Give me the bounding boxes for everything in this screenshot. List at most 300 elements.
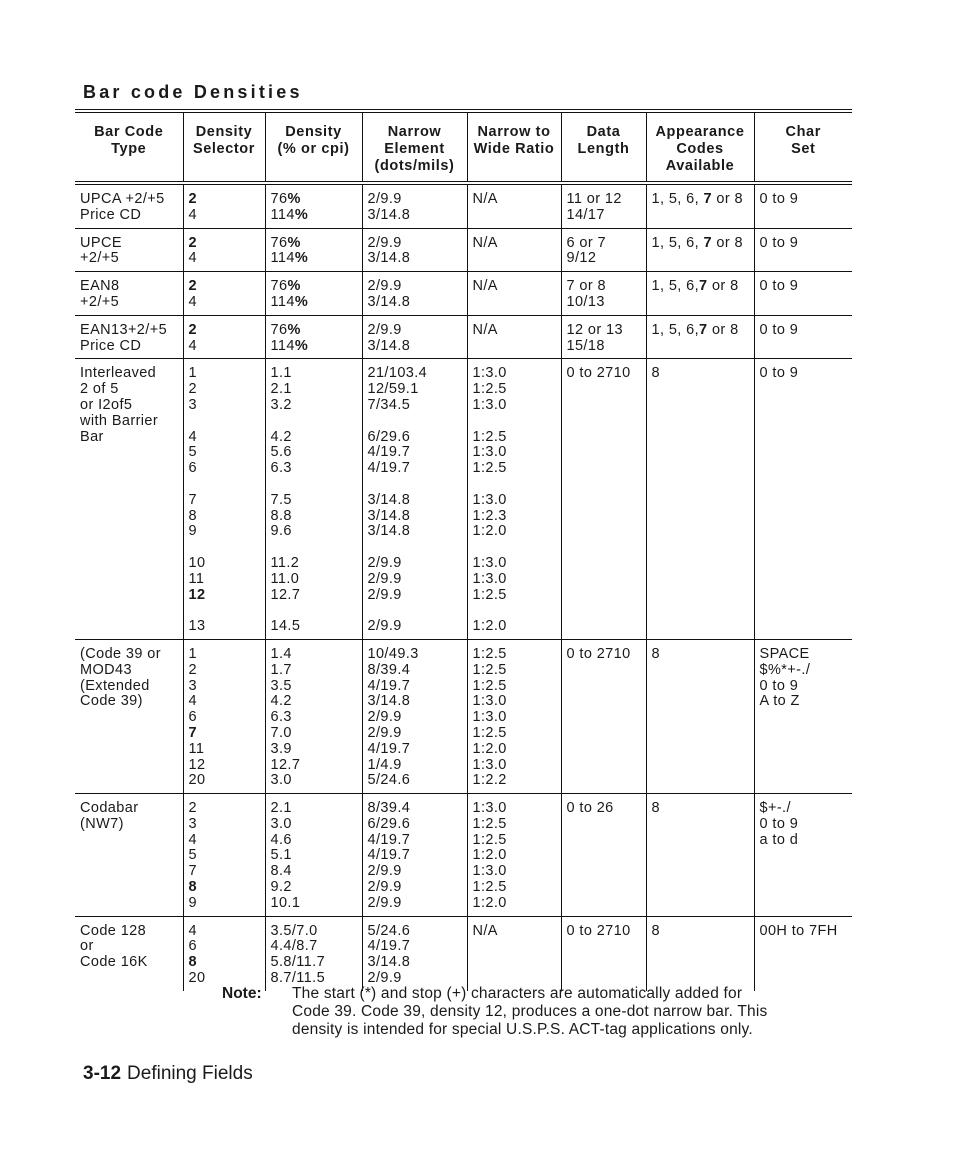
density-selector-value: 13 — [188, 618, 206, 635]
density-value — [271, 663, 358, 679]
appearance-codes-bold: 7 — [703, 191, 712, 207]
density-selector-value: 8 — [188, 879, 197, 896]
wide-ratio: 1:2.5 — [472, 381, 507, 398]
appearance-codes-post: or 8 — [711, 234, 743, 251]
data-length-cell — [561, 359, 646, 640]
density-value-cell — [265, 315, 362, 359]
note-text — [292, 985, 852, 1039]
density-value — [271, 758, 358, 774]
density-selector-value: 2 — [188, 234, 197, 251]
density-value — [271, 477, 358, 493]
column-header-line: Char — [785, 124, 821, 140]
density-selector — [189, 588, 261, 604]
density-selector — [189, 295, 261, 311]
wide-ratio: 1:3.0 — [472, 709, 507, 726]
wide-ratio: 1:2.5 — [472, 724, 507, 741]
barcode-type: UPCE — [80, 234, 122, 251]
narrow-element-cell — [362, 272, 467, 316]
barcode-type: (Extended — [80, 677, 150, 694]
density-selector-value: 4 — [188, 693, 197, 710]
table-body — [75, 183, 852, 991]
appearance-codes — [652, 801, 750, 817]
density-selector-cell — [183, 315, 265, 359]
appearance-codes-pre: 1, 5, 6, — [651, 234, 704, 251]
narrow-element-cell — [362, 315, 467, 359]
wide-ratio: 1:2.0 — [472, 847, 507, 864]
density-selector-value: 4 — [188, 428, 197, 445]
narrow-element: 2/9.9 — [367, 709, 402, 726]
wide-ratio-cell — [467, 315, 561, 359]
appearance-codes-pre: 1, 5, 6, — [651, 278, 700, 295]
char-set-cell — [754, 315, 852, 359]
appearance-codes-pre: 1, 5, 6, — [651, 191, 704, 207]
appearance-codes-cell — [646, 916, 754, 991]
density-selector — [189, 758, 261, 774]
data-length: 11 or 12 — [566, 191, 622, 207]
barcode-type: (Code 39 or — [80, 645, 161, 662]
barcode-type: or I2of5 — [80, 396, 133, 413]
density-selector-value: 20 — [188, 970, 206, 987]
narrow-element: 2/9.9 — [367, 570, 402, 587]
density-value-value: 6.3 — [270, 460, 292, 477]
density-value — [271, 430, 358, 446]
density-selector — [189, 445, 261, 461]
density-value-value: 1.1 — [270, 365, 292, 382]
wide-ratio: 1:2.5 — [472, 677, 507, 694]
density-selector — [189, 323, 261, 339]
narrow-element: 3/14.8 — [367, 523, 411, 540]
density-selector-value: 2 — [188, 381, 197, 398]
column-header — [561, 113, 646, 183]
density-value-value: 1.4 — [270, 645, 292, 662]
appearance-codes-bold: 7 — [699, 278, 708, 295]
density-value-cell — [265, 916, 362, 991]
density-value-value: 14.5 — [270, 618, 301, 635]
density-selector-value: 4 — [188, 206, 197, 223]
wide-ratio-cell — [467, 272, 561, 316]
char-set: 0 to 9 — [759, 191, 799, 207]
percent-sign: % — [287, 278, 301, 295]
narrow-element: 2/9.9 — [367, 618, 402, 635]
page-number: 3-12 — [83, 1063, 122, 1084]
data-length-cell — [561, 794, 646, 917]
table-row — [75, 315, 852, 359]
narrow-element: 2/9.9 — [367, 191, 402, 207]
data-length-cell — [561, 228, 646, 272]
barcode-type-cell — [75, 639, 183, 793]
data-length: 15/18 — [566, 337, 605, 354]
density-selector — [189, 556, 261, 572]
density-value — [271, 773, 358, 789]
appearance-codes-cell — [646, 359, 754, 640]
wide-ratio: 1:3.0 — [472, 570, 507, 587]
table-row — [75, 183, 852, 228]
narrow-element-cell — [362, 183, 467, 228]
table-row — [75, 639, 852, 793]
data-length-cell — [561, 272, 646, 316]
table-row — [75, 228, 852, 272]
appearance-codes — [652, 924, 750, 940]
column-header-line: (dots/mils) — [374, 158, 455, 174]
percent-sign: % — [287, 321, 301, 338]
narrow-element: 2/9.9 — [367, 554, 402, 571]
density-selector-cell — [183, 183, 265, 228]
page-footer — [83, 1063, 253, 1085]
density-value — [271, 236, 358, 252]
density-value — [271, 694, 358, 710]
data-length: 9/12 — [566, 250, 597, 267]
density-selector-value: 2 — [188, 800, 197, 817]
density-table — [75, 113, 852, 991]
density-value — [271, 848, 358, 864]
density-value — [271, 382, 358, 398]
density-selector-value: 20 — [188, 772, 206, 789]
density-value — [271, 742, 358, 758]
wide-ratio: 1:2.0 — [472, 894, 507, 911]
column-header-line: Set — [791, 141, 816, 157]
data-length-cell — [561, 639, 646, 793]
density-value — [271, 801, 358, 817]
density-value-cell — [265, 359, 362, 640]
density-selector — [189, 572, 261, 588]
wide-ratio: 1:3.0 — [472, 396, 507, 413]
narrow-element: 5/24.6 — [367, 922, 411, 939]
barcode-type-cell — [75, 183, 183, 228]
density-value — [271, 619, 358, 635]
column-header-line: Bar Code — [94, 124, 164, 140]
column-header — [754, 113, 852, 183]
density-table-container — [75, 109, 852, 991]
density-selector — [189, 540, 261, 556]
wide-ratio: 1:2.0 — [472, 618, 507, 635]
note-label: Note: — [222, 985, 262, 1002]
wide-ratio: N/A — [472, 321, 498, 338]
narrow-element: 2/9.9 — [367, 970, 402, 987]
density-value-value: 4.2 — [270, 428, 292, 445]
column-header-line: Wide Ratio — [473, 141, 555, 157]
density-value-value: 8.7/11.5 — [270, 970, 326, 987]
char-set-cell — [754, 639, 852, 793]
char-set: 0 to 9 — [759, 365, 799, 382]
narrow-element — [368, 603, 463, 619]
density-selector-value: 2 — [188, 321, 197, 338]
density-selector-value: 7 — [188, 863, 197, 880]
data-length: 14/17 — [566, 206, 605, 223]
narrow-element: 6/29.6 — [367, 815, 411, 832]
narrow-element: 4/19.7 — [367, 847, 411, 864]
density-value-value: 76 — [270, 278, 288, 295]
char-set-cell — [754, 228, 852, 272]
narrow-element: 4/19.7 — [367, 740, 411, 757]
barcode-type: UPCA +2/+5 — [80, 191, 165, 207]
narrow-element-cell — [362, 794, 467, 917]
char-set: $+-./ — [759, 800, 791, 817]
data-length: 0 to 2710 — [566, 645, 631, 662]
barcode-type-cell — [75, 794, 183, 917]
wide-ratio: 1:2.5 — [472, 815, 507, 832]
density-selector-value: 6 — [188, 709, 197, 726]
density-selector — [189, 710, 261, 726]
data-length: 12 or 13 — [566, 321, 623, 338]
density-value-value: 76 — [270, 321, 288, 338]
density-selector — [189, 509, 261, 525]
density-value-value: 12.7 — [270, 586, 301, 603]
char-set-cell — [754, 272, 852, 316]
wide-ratio: 1:2.2 — [472, 772, 507, 789]
density-selector-value: 10 — [188, 554, 206, 571]
density-selector — [189, 880, 261, 896]
appearance-codes-cell — [646, 272, 754, 316]
density-selector-value: 3 — [188, 815, 197, 832]
density-selector-value: 1 — [188, 365, 197, 382]
narrow-element: 12/59.1 — [367, 381, 419, 398]
density-selector-value: 7 — [188, 724, 197, 741]
data-length-cell — [561, 183, 646, 228]
density-selector — [189, 524, 261, 540]
density-selector — [189, 726, 261, 742]
barcode-type: Price CD — [80, 206, 142, 223]
narrow-element: 2/9.9 — [367, 278, 402, 295]
density-value-value: 4.6 — [270, 831, 292, 848]
density-value — [271, 817, 358, 833]
appearance-codes-pre: 8 — [651, 922, 660, 939]
density-selector — [189, 679, 261, 695]
narrow-element: 2/9.9 — [367, 894, 402, 911]
density-selector-cell — [183, 639, 265, 793]
density-selector-value: 2 — [188, 191, 197, 207]
density-selector — [189, 339, 261, 355]
appearance-codes-post: or 8 — [707, 278, 739, 295]
wide-ratio: 1:2.5 — [472, 831, 507, 848]
column-header — [183, 113, 265, 183]
column-header-line: Available — [665, 158, 735, 174]
appearance-codes-pre: 1, 5, 6, — [651, 321, 700, 338]
narrow-element: 3/14.8 — [367, 507, 411, 524]
barcode-type-cell — [75, 228, 183, 272]
density-value-value: 114 — [270, 293, 295, 310]
density-value-value: 8.8 — [270, 507, 292, 524]
appearance-codes-cell — [646, 228, 754, 272]
density-value — [271, 924, 358, 940]
column-header — [362, 113, 467, 183]
density-selector-value: 2 — [188, 278, 197, 295]
density-selector-value: 1 — [188, 645, 197, 662]
density-selector — [189, 801, 261, 817]
wide-ratio: 1:3.0 — [472, 693, 507, 710]
data-length: 0 to 26 — [566, 800, 614, 817]
density-selector — [189, 208, 261, 224]
note-line: The start (*) and stop (+) characters are automatically added for — [292, 985, 743, 1002]
wide-ratio: 1:2.0 — [472, 740, 507, 757]
density-value — [271, 192, 358, 208]
chapter-title: Defining Fields — [127, 1063, 253, 1084]
density-selector — [189, 382, 261, 398]
narrow-element: 3/14.8 — [367, 954, 411, 971]
narrow-element: 2/9.9 — [367, 234, 402, 251]
column-header — [265, 113, 362, 183]
wide-ratio-cell — [467, 794, 561, 917]
density-selector — [189, 279, 261, 295]
density-selector-value: 5 — [188, 847, 197, 864]
density-value-value: 11.2 — [270, 554, 300, 571]
wide-ratio: 1:3.0 — [472, 444, 507, 461]
density-value-value: 76 — [270, 234, 288, 251]
density-selector-cell — [183, 228, 265, 272]
appearance-codes-cell — [646, 315, 754, 359]
density-selector-cell — [183, 794, 265, 917]
narrow-element: 21/103.4 — [367, 365, 428, 382]
wide-ratio-cell — [467, 183, 561, 228]
char-set: 00H to 7FH — [759, 922, 838, 939]
density-value — [271, 603, 358, 619]
column-header-line: Appearance — [655, 124, 745, 140]
barcode-type: Interleaved — [80, 365, 157, 382]
wide-ratio: 1:3.0 — [472, 491, 507, 508]
density-value-value: 3.2 — [270, 396, 292, 413]
barcode-type: with Barrier — [80, 412, 159, 429]
density-selector-value: 12 — [188, 586, 206, 603]
note-line: Code 39. Code 39, density 12, produces a one-dot narrow bar. This — [292, 1003, 768, 1020]
wide-ratio-cell — [467, 639, 561, 793]
density-value — [271, 833, 358, 849]
narrow-element: 10/49.3 — [367, 645, 419, 662]
wide-ratio: 1:2.5 — [472, 645, 507, 662]
narrow-element-cell — [362, 228, 467, 272]
wide-ratio: N/A — [472, 191, 498, 207]
column-header-line: (% or cpi) — [277, 141, 350, 157]
narrow-element: 4/19.7 — [367, 938, 411, 955]
wide-ratio: 1:2.5 — [472, 879, 507, 896]
density-selector-value: 9 — [188, 523, 197, 540]
density-value-value: 76 — [270, 191, 288, 207]
percent-sign: % — [294, 337, 309, 354]
density-selector-value: 4 — [188, 250, 197, 267]
density-value — [271, 323, 358, 339]
appearance-codes — [652, 647, 750, 663]
narrow-element-cell — [362, 639, 467, 793]
narrow-element: 2/9.9 — [367, 879, 402, 896]
density-value — [271, 588, 358, 604]
density-value-cell — [265, 272, 362, 316]
density-value-value: 2.1 — [270, 800, 292, 817]
appearance-codes-bold: 7 — [703, 234, 712, 251]
density-selector-value: 6 — [188, 460, 197, 477]
density-value — [271, 339, 358, 355]
density-selector — [189, 366, 261, 382]
table-header-row — [75, 113, 852, 183]
barcode-type: (NW7) — [80, 815, 124, 832]
density-value-value: 3.0 — [270, 815, 292, 832]
density-selector — [189, 461, 261, 477]
narrow-element — [368, 477, 463, 493]
density-value-value: 3.5/7.0 — [270, 922, 318, 939]
density-value-value: 4.4/8.7 — [270, 938, 318, 955]
density-value — [271, 647, 358, 663]
density-value-cell — [265, 183, 362, 228]
density-selector — [189, 694, 261, 710]
column-header-line: Length — [577, 141, 630, 157]
density-value — [271, 524, 358, 540]
density-selector — [189, 603, 261, 619]
density-value — [271, 939, 358, 955]
narrow-element: 1/4.9 — [367, 756, 402, 773]
data-length-cell — [561, 916, 646, 991]
density-value-cell — [265, 794, 362, 917]
narrow-element: 3/14.8 — [367, 491, 411, 508]
density-value — [271, 880, 358, 896]
table-row — [75, 916, 852, 991]
appearance-codes — [652, 236, 750, 252]
density-value-value: 3.9 — [270, 740, 292, 757]
wide-ratio: 1:3.0 — [472, 756, 507, 773]
barcode-type-cell — [75, 359, 183, 640]
density-value — [271, 445, 358, 461]
density-selector — [189, 773, 261, 789]
density-selector — [189, 955, 261, 971]
wide-ratio — [473, 540, 557, 556]
data-length: 0 to 2710 — [566, 365, 631, 382]
narrow-element: 8/39.4 — [367, 661, 411, 678]
density-selector — [189, 477, 261, 493]
char-set: 0 to 9 — [759, 677, 799, 694]
char-set: 0 to 9 — [759, 815, 799, 832]
density-value — [271, 208, 358, 224]
density-selector-value: 11 — [188, 740, 205, 757]
appearance-codes — [652, 192, 750, 208]
wide-ratio-cell — [467, 228, 561, 272]
density-value-value: 5.8/11.7 — [270, 954, 326, 971]
appearance-codes — [652, 323, 750, 339]
narrow-element: 2/9.9 — [367, 724, 402, 741]
density-value — [271, 461, 358, 477]
barcode-type: Code 128 — [80, 922, 147, 939]
narrow-element-cell — [362, 359, 467, 640]
density-value-value: 8.4 — [270, 863, 292, 880]
density-value — [271, 398, 358, 414]
char-set-cell — [754, 359, 852, 640]
wide-ratio — [473, 477, 557, 493]
wide-ratio-cell — [467, 916, 561, 991]
density-value — [271, 493, 358, 509]
narrow-element: 3/14.8 — [367, 293, 411, 310]
appearance-codes-post: or 8 — [711, 191, 743, 207]
appearance-codes-cell — [646, 794, 754, 917]
density-selector — [189, 430, 261, 446]
barcode-type-cell — [75, 916, 183, 991]
density-selector — [189, 817, 261, 833]
density-value-cell — [265, 228, 362, 272]
column-header — [75, 113, 183, 183]
barcode-type-cell — [75, 272, 183, 316]
wide-ratio: 1:2.3 — [472, 507, 507, 524]
char-set: $%*+-./ — [759, 661, 811, 678]
appearance-codes-cell — [646, 639, 754, 793]
table-row — [75, 272, 852, 316]
char-set: 0 to 9 — [759, 321, 799, 338]
narrow-element: 8/39.4 — [367, 800, 411, 817]
appearance-codes — [652, 366, 750, 382]
density-selector — [189, 924, 261, 940]
narrow-element: 4/19.7 — [367, 460, 411, 477]
column-header-line: Codes — [676, 141, 724, 157]
column-header — [646, 113, 754, 183]
note-line: density is intended for special U.S.P.S. ACT-tag applications only. — [292, 1021, 753, 1038]
density-value-value: 3.0 — [270, 772, 292, 789]
column-header-line: Data — [586, 124, 621, 140]
density-selector — [189, 742, 261, 758]
density-value-value: 114 — [270, 337, 295, 354]
column-header-line: Selector — [192, 141, 256, 157]
